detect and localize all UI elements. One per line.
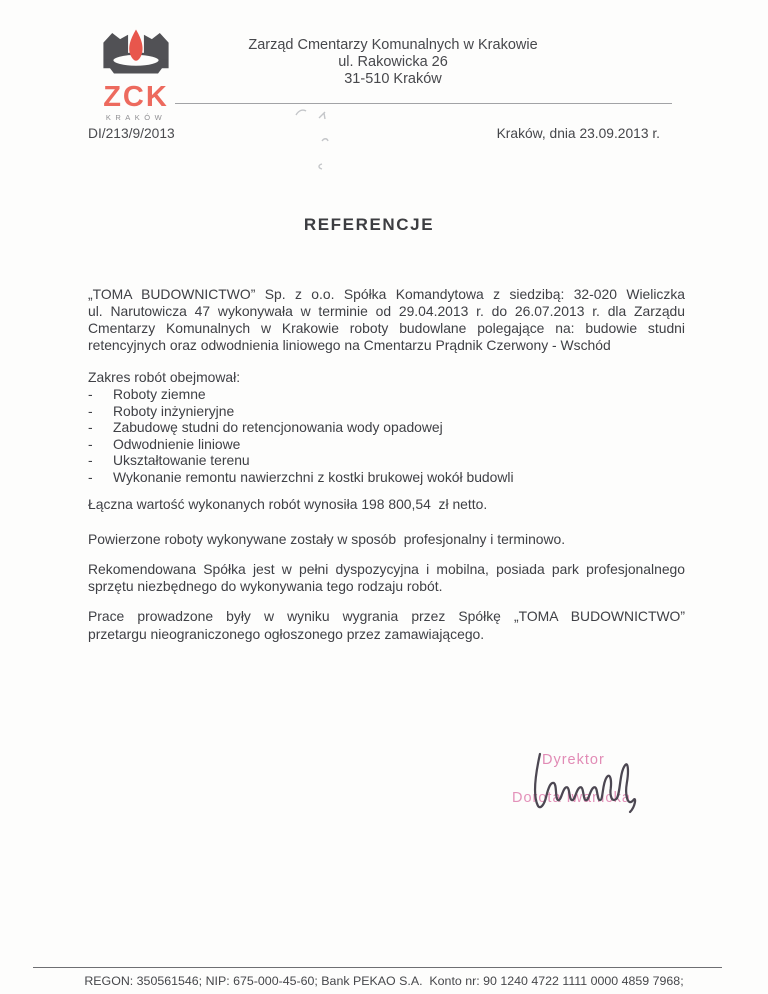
list-item: [88, 436, 685, 453]
list-item-text: Odwodnienie liniowe: [113, 435, 241, 452]
paragraph-line: Rekomendowana Spółka jest w pełni dyspozycyjna i mobilna, posiada park profesjonalnego: [88, 561, 685, 577]
list-item: [88, 452, 685, 469]
zck-logo: [95, 26, 177, 122]
list-item: [88, 469, 685, 486]
list-item-text: Ukształtowanie terenu: [113, 452, 250, 469]
paragraph-line: Cmentarzy Komunalnych w Krakowie roboty budowlane polegające na: budowie studni: [88, 319, 685, 336]
scan-smudge-icon: [294, 106, 308, 118]
paragraph-line: ul. Narutowicza 47 wykonywała w terminie od 29.04.2013 r. do 26.07.2013 r. dla Zarządu: [88, 302, 685, 319]
paragraph-line: Prace prowadzone były w wyniku wygrania przez Spółkę „TOMA BUDOWNICTWO”: [88, 608, 685, 624]
candle-flame-in-crown-emblem-icon: [99, 26, 173, 84]
list-dash-marker: -: [88, 452, 93, 469]
list-item-text: Wykonanie remontu nawierzchni z kostki brukowej wokół budowli: [113, 468, 514, 485]
scope-heading: Zakres robót obejmował:: [88, 369, 241, 385]
header-divider: [175, 103, 672, 104]
list-item-text: Zabudowę studni do retencjonowania wody opadowej: [113, 419, 443, 436]
logo-city-label: KRAKÓW: [105, 113, 167, 122]
quality-paragraph: Powierzone roboty wykonywane zostały w sposób profesjonalny i terminowo.: [88, 531, 566, 547]
list-dash-marker: -: [88, 419, 93, 436]
document-title: REFERENCJE: [303, 215, 435, 234]
paragraph-line: retencyjnych oraz odwodnienia liniowego na Cmentarzu Prądnik Czerwony - Wschód: [88, 336, 611, 353]
list-item: [88, 419, 685, 436]
scope-list: [88, 386, 685, 486]
intro-paragraph: [88, 286, 685, 354]
list-dash-marker: -: [88, 386, 93, 402]
organization-city: 31-510 Kraków: [344, 70, 442, 87]
signature-block: [500, 745, 670, 825]
organization-street: ul. Rakowicka 26: [338, 53, 448, 70]
paragraph-line: przetargu nieograniczonego ogłoszonego przez zamawiającego.: [88, 625, 485, 642]
list-item-text: Roboty ziemne: [113, 386, 206, 402]
footer-divider: [33, 967, 722, 968]
handwritten-signature-icon: [526, 749, 644, 817]
paragraph-line: „TOMA BUDOWNICTWO” Sp. z o.o. Spółka Komandytowa z siedzibą: 32-020 Wieliczka: [88, 286, 685, 302]
organization-header: [177, 37, 609, 87]
list-item: [88, 403, 685, 420]
list-dash-marker: -: [88, 402, 93, 419]
signatory-name-stamp: Dorota Iwanicka: [512, 790, 631, 806]
reference-number: DI/213/9/2013: [88, 126, 175, 141]
scan-smudge-icon: [315, 162, 325, 171]
signatory-role-stamp: Dyrektor: [542, 752, 605, 768]
recommendation-paragraph: [88, 561, 685, 595]
logo-acronym: ZCK: [103, 81, 169, 113]
organization-name: Zarząd Cmentarzy Komunalnych w Krakowie: [248, 37, 538, 53]
scan-smudge-icon: [320, 135, 330, 145]
list-item-text: Roboty inżynieryjne: [113, 402, 235, 419]
place-and-date: Kraków, dnia 23.09.2013 r.: [496, 126, 660, 141]
paragraph-line: sprzętu niezbędnego do wykonywania tego rodzaju robót.: [88, 577, 443, 594]
list-dash-marker: -: [88, 435, 93, 452]
scan-smudge-icon: [317, 110, 329, 122]
list-item: [88, 386, 685, 403]
tender-paragraph: [88, 608, 685, 643]
list-dash-marker: -: [88, 468, 93, 485]
total-value-line: Łączna wartość wykonanych robót wynosiła 198 800,54 zł netto.: [88, 496, 488, 512]
footer-company-info: REGON: 350561546; NIP: 675-000-45-60; Bank PEKAO S.A. Konto nr: 90 1240 4722 1111 0000 4859 7968;: [84, 974, 684, 988]
